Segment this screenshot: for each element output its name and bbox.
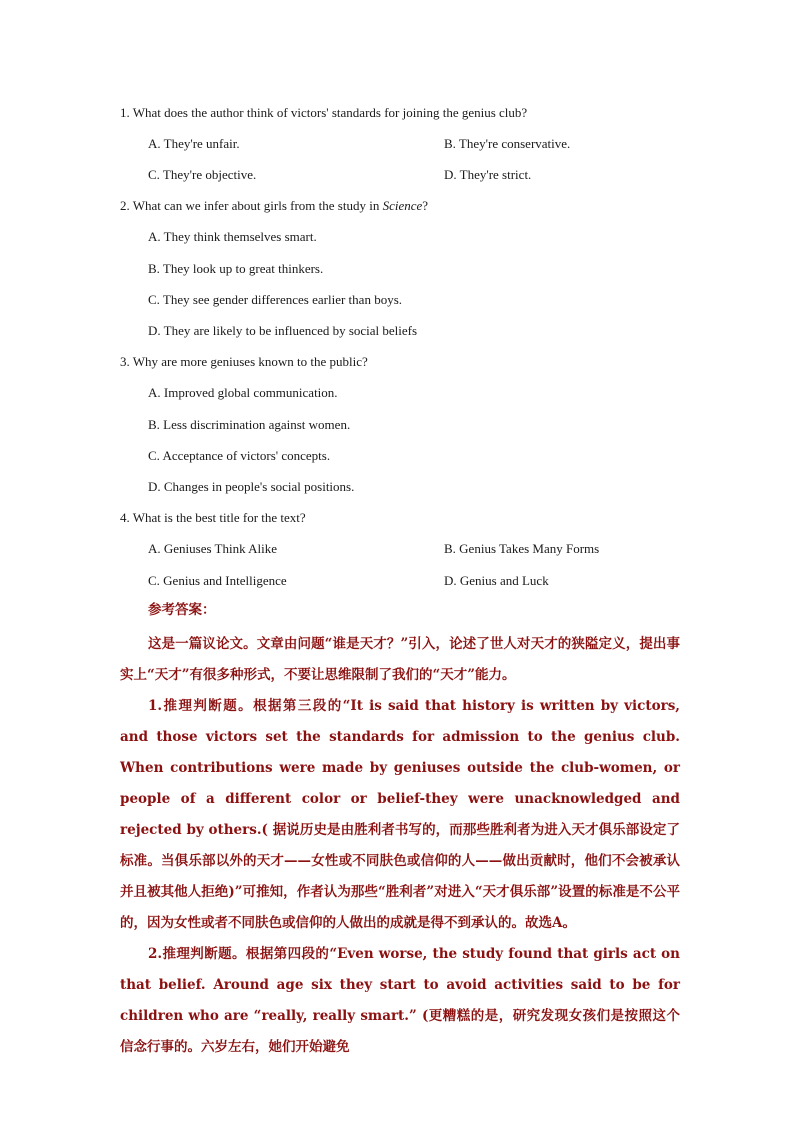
question-2-option-c: C. They see gender differences earlier than boys.: [148, 292, 403, 307]
question-1-option-b: B. They're conservative.: [444, 136, 571, 151]
question-2-option-a: A. They think themselves smart.: [148, 229, 317, 244]
question-3-option-b: B. Less discrimination against women.: [148, 417, 351, 432]
question-2-stem: 2. What can we infer about girls from the study in Science?: [120, 198, 429, 213]
question-2-option-b: B. They look up to great thinkers.: [148, 261, 324, 276]
question-4-option-c: C. Genius and Intelligence: [148, 573, 287, 588]
question-2-option-d: D. They are likely to be influenced by social beliefs: [148, 323, 418, 338]
question-3-stem: 3. Why are more geniuses known to the public?: [120, 354, 368, 369]
question-1-option-d: D. They're strict.: [444, 167, 532, 182]
question-1-option-c: C. They're objective.: [148, 167, 257, 182]
answer-section: [120, 600, 680, 1063]
question-4-stem: 4. What is the best title for the text?: [120, 510, 306, 525]
explanation-2: 2.推理判断题。根据第四段的“Even worse, the study found that girls act on that belief. Around age six they start to avoid activities said to be for children who are “really, really smart.” (更糟糕的是，研究发现女孩们是按照这个信念行事的。六岁左右，她们开始避免: [120, 946, 680, 1055]
question-4-option-b: B. Genius Takes Many Forms: [444, 541, 600, 556]
question-3-option-d: D. Changes in people's social positions.: [148, 479, 355, 494]
answer-intro: 这是一篇议论文。文章由问题“谁是天才？”引入，论述了世人对天才的狭隘定义，提出事实上“天才”有很多种形式，不要让思维限制了我们的“天才”能力。: [120, 636, 680, 683]
question-1-stem: 1. What does the author think of victors' standards for joining the genius club?: [120, 105, 528, 120]
question-3-option-a: A. Improved global communication.: [148, 385, 338, 400]
question-3-option-c: C. Acceptance of victors' concepts.: [148, 448, 331, 463]
question-4-option-d: D. Genius and Luck: [444, 573, 549, 588]
question-1-option-a: A. They're unfair.: [148, 136, 240, 151]
question-4-option-a: A. Geniuses Think Alike: [148, 541, 278, 556]
explanation-1: 1.推理判断题。根据第三段的“It is said that history is written by victors, and those victors set the standards for admission to the genius club. When contributions were made by geniuses outside the club-women, or people of a different color or belief-they were unacknowledged and rejected by others.( 据说历史是由胜利者书写的，而那些胜利者为进入天才俱乐部设定了标准。当俱乐部以外的天才——女性或不同肤色或信仰的人——做出贡献时，他们不会被承认并且被其他人拒绝)”可推知，作者认为那些“胜利者”对进入“天才俱乐部”设置的标准是不公平的，因为女性或者不同肤色或信仰的人做出的成就是得不到承认的。故选A。: [120, 698, 680, 931]
answer-heading: 参考答案：: [148, 602, 216, 618]
